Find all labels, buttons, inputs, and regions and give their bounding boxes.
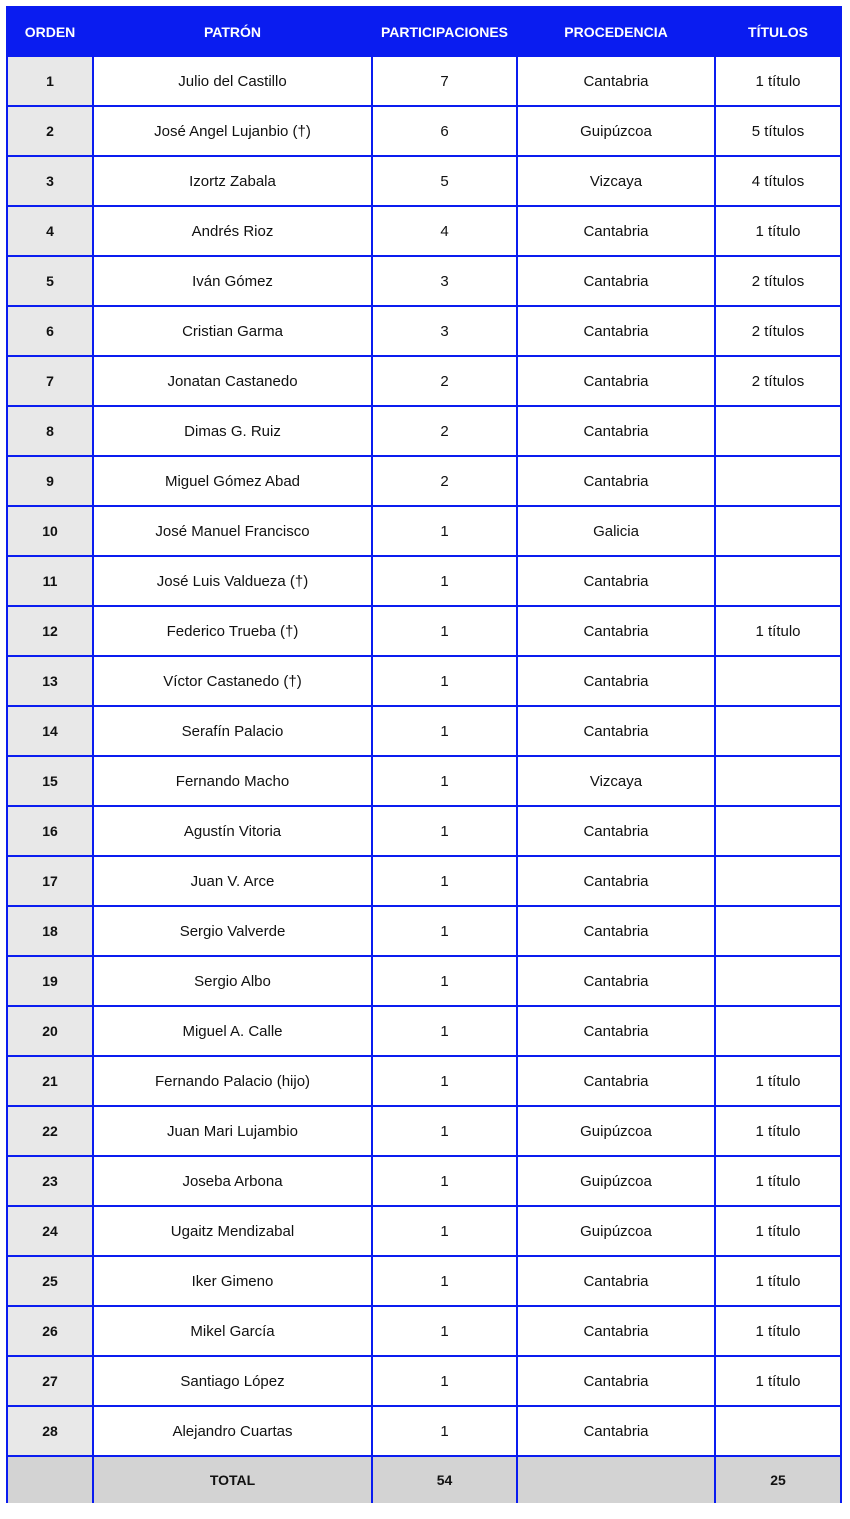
titulos-cell (716, 657, 840, 705)
patron-cell: Santiago López (94, 1357, 371, 1405)
table-row (8, 857, 840, 905)
total-row (8, 1457, 840, 1503)
participaciones-cell: 5 (373, 157, 516, 205)
patron-cell: Dimas G. Ruiz (94, 407, 371, 455)
participaciones-cell: 4 (373, 207, 516, 255)
orden-cell: 4 (8, 207, 92, 255)
orden-cell: 7 (8, 357, 92, 405)
procedencia-cell: Cantabria (518, 1057, 714, 1105)
patron-cell: Cristian Garma (94, 307, 371, 355)
header-orden: ORDEN (24, 23, 76, 40)
orden-cell: 18 (8, 907, 92, 955)
procedencia-cell: Cantabria (518, 207, 714, 255)
participaciones-cell: 1 (373, 1007, 516, 1055)
participaciones-cell: 1 (373, 1307, 516, 1355)
procedencia-cell: Cantabria (518, 657, 714, 705)
titulos-cell: 1 título (716, 57, 840, 105)
participaciones-cell: 3 (373, 257, 516, 305)
orden-cell: 12 (8, 607, 92, 655)
table-row (8, 1407, 840, 1455)
procedencia-cell: Cantabria (518, 707, 714, 755)
patron-cell: Sergio Albo (94, 957, 371, 1005)
patron-cell: Izortz Zabala (94, 157, 371, 205)
orden-cell: 19 (8, 957, 92, 1005)
procedencia-cell: Cantabria (518, 807, 714, 855)
participaciones-cell: 1 (373, 507, 516, 555)
procedencia-cell: Cantabria (518, 1357, 714, 1405)
participaciones-cell: 2 (373, 407, 516, 455)
table-row (8, 757, 840, 805)
titulos-cell: 1 título (716, 607, 840, 655)
patron-cell: José Angel Lujanbio (†) (94, 107, 371, 155)
patron-cell: Víctor Castanedo (†) (94, 657, 371, 705)
patron-cell: Iker Gimeno (94, 1257, 371, 1305)
patron-cell: Juan V. Arce (94, 857, 371, 905)
table-row (8, 1107, 840, 1155)
patron-cell: Juan Mari Lujambio (94, 1107, 371, 1155)
procedencia-cell: Guipúzcoa (518, 1157, 714, 1205)
total-orden-cell (8, 1457, 92, 1503)
orden-cell: 26 (8, 1307, 92, 1355)
titulos-cell (716, 757, 840, 805)
participaciones-cell: 1 (373, 807, 516, 855)
orden-cell: 5 (8, 257, 92, 305)
titulos-cell: 1 título (716, 1357, 840, 1405)
procedencia-cell: Cantabria (518, 407, 714, 455)
procedencia-cell: Cantabria (518, 557, 714, 605)
table-row (8, 707, 840, 755)
table-row (8, 507, 840, 555)
titulos-cell: 1 título (716, 1307, 840, 1355)
procedencia-cell: Cantabria (518, 907, 714, 955)
titulos-cell (716, 557, 840, 605)
titulos-cell (716, 707, 840, 755)
procedencia-cell: Guipúzcoa (518, 107, 714, 155)
patrones-table (6, 6, 842, 1505)
orden-cell: 2 (8, 107, 92, 155)
orden-cell: 25 (8, 1257, 92, 1305)
participaciones-cell: 1 (373, 557, 516, 605)
table-row (8, 1057, 840, 1105)
procedencia-cell: Cantabria (518, 307, 714, 355)
orden-cell: 8 (8, 407, 92, 455)
orden-cell: 28 (8, 1407, 92, 1455)
procedencia-cell: Cantabria (518, 457, 714, 505)
patron-cell: Federico Trueba (†) (94, 607, 371, 655)
orden-cell: 3 (8, 157, 92, 205)
table-row (8, 157, 840, 205)
titulos-cell: 1 título (716, 1057, 840, 1105)
titulos-cell (716, 457, 840, 505)
titulos-cell: 2 títulos (716, 307, 840, 355)
procedencia-cell: Vizcaya (518, 757, 714, 805)
table-row (8, 1357, 840, 1405)
table-row (8, 257, 840, 305)
procedencia-cell: Guipúzcoa (518, 1107, 714, 1155)
header-participaciones: PARTICIPACIONES (380, 23, 509, 40)
participaciones-cell: 1 (373, 757, 516, 805)
orden-cell: 27 (8, 1357, 92, 1405)
patron-cell: Iván Gómez (94, 257, 371, 305)
orden-cell: 24 (8, 1207, 92, 1255)
table-row (8, 807, 840, 855)
table-row (8, 557, 840, 605)
titulos-cell (716, 807, 840, 855)
total-procedencia-cell (518, 1457, 714, 1503)
titulos-cell (716, 1007, 840, 1055)
patron-cell: Alejandro Cuartas (94, 1407, 371, 1455)
titulos-cell: 1 título (716, 207, 840, 255)
titulos-cell (716, 507, 840, 555)
participaciones-cell: 2 (373, 357, 516, 405)
table-row (8, 107, 840, 155)
procedencia-cell: Cantabria (518, 1007, 714, 1055)
titulos-cell: 2 títulos (716, 257, 840, 305)
titulos-cell (716, 1407, 840, 1455)
participaciones-cell: 2 (373, 457, 516, 505)
patron-cell: Joseba Arbona (94, 1157, 371, 1205)
orden-cell: 9 (8, 457, 92, 505)
orden-cell: 10 (8, 507, 92, 555)
patron-cell: José Manuel Francisco (94, 507, 371, 555)
participaciones-cell: 1 (373, 657, 516, 705)
table-body (8, 57, 840, 1455)
table-row (8, 907, 840, 955)
table-row (8, 207, 840, 255)
procedencia-cell: Cantabria (518, 57, 714, 105)
orden-cell: 13 (8, 657, 92, 705)
procedencia-cell: Vizcaya (518, 157, 714, 205)
header-patron: PATRÓN (203, 23, 262, 40)
titulos-cell (716, 407, 840, 455)
procedencia-cell: Cantabria (518, 257, 714, 305)
table-row (8, 57, 840, 105)
total-label: TOTAL (94, 1457, 371, 1503)
orden-cell: 11 (8, 557, 92, 605)
table-row (8, 1007, 840, 1055)
titulos-cell: 2 títulos (716, 357, 840, 405)
orden-cell: 21 (8, 1057, 92, 1105)
procedencia-cell: Cantabria (518, 957, 714, 1005)
table-row (8, 1307, 840, 1355)
table-row (8, 357, 840, 405)
patron-cell: Fernando Macho (94, 757, 371, 805)
table-row (8, 457, 840, 505)
header-titulos: TÍTULOS (748, 23, 808, 40)
table-frame (6, 6, 842, 1503)
titulos-cell: 1 título (716, 1257, 840, 1305)
procedencia-cell: Cantabria (518, 357, 714, 405)
patron-cell: Sergio Valverde (94, 907, 371, 955)
procedencia-cell: Galicia (518, 507, 714, 555)
patron-cell: Jonatan Castanedo (94, 357, 371, 405)
patron-cell: Andrés Rioz (94, 207, 371, 255)
patron-cell: Ugaitz Mendizabal (94, 1207, 371, 1255)
table-row (8, 607, 840, 655)
table-row (8, 1257, 840, 1305)
patron-cell: Agustín Vitoria (94, 807, 371, 855)
orden-cell: 20 (8, 1007, 92, 1055)
orden-cell: 15 (8, 757, 92, 805)
patron-cell: Fernando Palacio (hijo) (94, 1057, 371, 1105)
orden-cell: 16 (8, 807, 92, 855)
titulos-cell: 1 título (716, 1207, 840, 1255)
orden-cell: 14 (8, 707, 92, 755)
titulos-cell: 4 títulos (716, 157, 840, 205)
procedencia-cell: Cantabria (518, 1307, 714, 1355)
participaciones-cell: 1 (373, 1207, 516, 1255)
procedencia-cell: Cantabria (518, 607, 714, 655)
participaciones-cell: 1 (373, 607, 516, 655)
total-participaciones: 54 (373, 1457, 516, 1503)
patron-cell: Miguel Gómez Abad (94, 457, 371, 505)
procedencia-cell: Cantabria (518, 857, 714, 905)
titulos-cell: 1 título (716, 1107, 840, 1155)
participaciones-cell: 1 (373, 907, 516, 955)
participaciones-cell: 1 (373, 957, 516, 1005)
table-row (8, 407, 840, 455)
table-row (8, 1207, 840, 1255)
orden-cell: 23 (8, 1157, 92, 1205)
header-row (8, 8, 840, 55)
table-row (8, 307, 840, 355)
table-row (8, 957, 840, 1005)
participaciones-cell: 6 (373, 107, 516, 155)
titulos-cell (716, 907, 840, 955)
total-titulos: 25 (716, 1457, 840, 1503)
patron-cell: Julio del Castillo (94, 57, 371, 105)
orden-cell: 17 (8, 857, 92, 905)
participaciones-cell: 1 (373, 1357, 516, 1405)
participaciones-cell: 7 (373, 57, 516, 105)
procedencia-cell: Cantabria (518, 1257, 714, 1305)
orden-cell: 1 (8, 57, 92, 105)
participaciones-cell: 3 (373, 307, 516, 355)
participaciones-cell: 1 (373, 1407, 516, 1455)
participaciones-cell: 1 (373, 1057, 516, 1105)
table-row (8, 1157, 840, 1205)
orden-cell: 22 (8, 1107, 92, 1155)
procedencia-cell: Guipúzcoa (518, 1207, 714, 1255)
participaciones-cell: 1 (373, 1157, 516, 1205)
patron-cell: Serafín Palacio (94, 707, 371, 755)
header-procedencia: PROCEDENCIA (564, 23, 668, 40)
patron-cell: Mikel García (94, 1307, 371, 1355)
titulos-cell: 5 títulos (716, 107, 840, 155)
titulos-cell: 1 título (716, 1157, 840, 1205)
titulos-cell (716, 857, 840, 905)
patron-cell: Miguel A. Calle (94, 1007, 371, 1055)
participaciones-cell: 1 (373, 707, 516, 755)
participaciones-cell: 1 (373, 857, 516, 905)
table-row (8, 657, 840, 705)
titulos-cell (716, 957, 840, 1005)
procedencia-cell: Cantabria (518, 1407, 714, 1455)
participaciones-cell: 1 (373, 1107, 516, 1155)
patron-cell: José Luis Valdueza (†) (94, 557, 371, 605)
orden-cell: 6 (8, 307, 92, 355)
participaciones-cell: 1 (373, 1257, 516, 1305)
